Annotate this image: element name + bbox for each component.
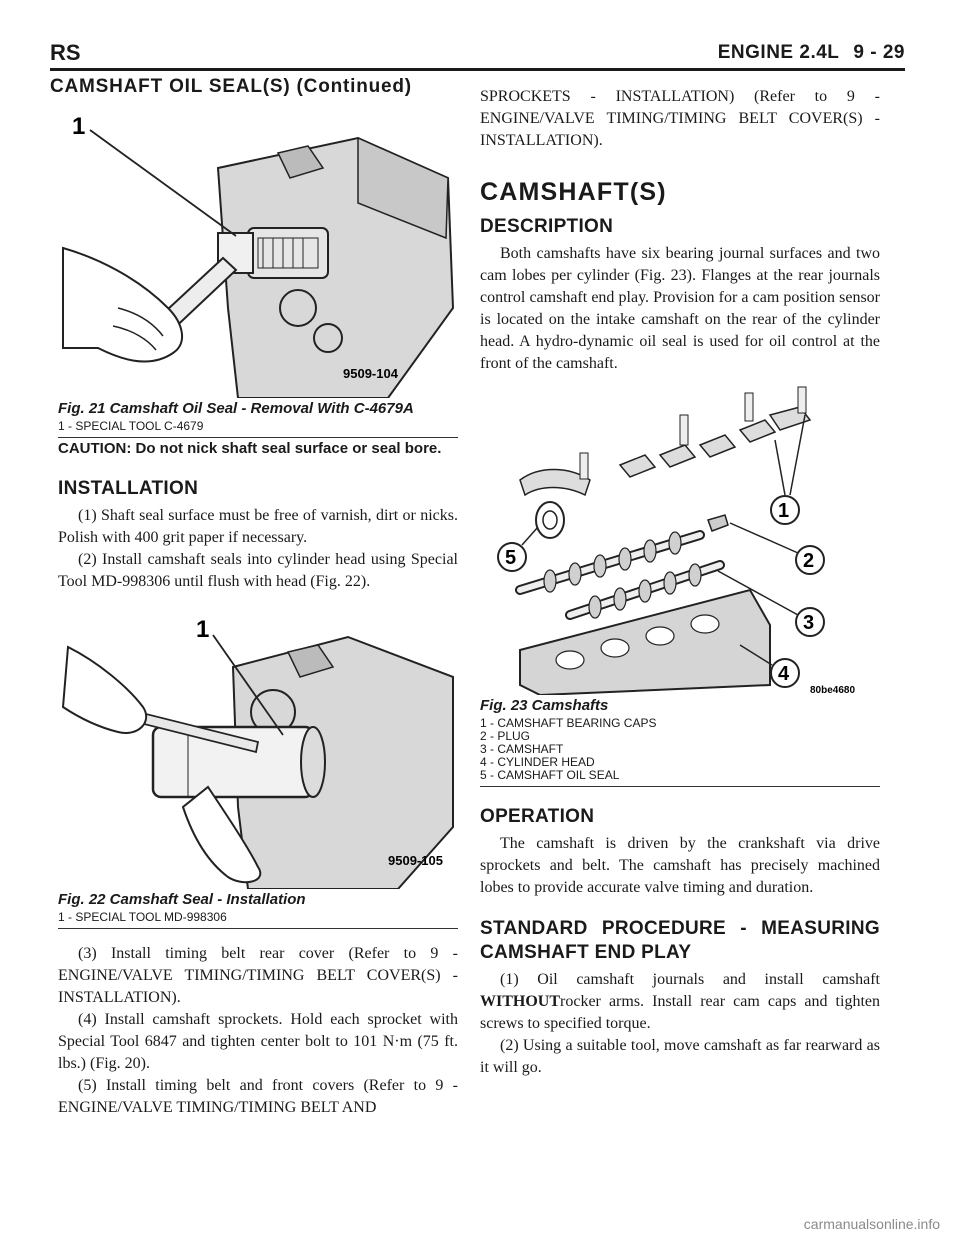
fig23-legend-item: 2 - PLUG [480,729,531,743]
fig23-callout-5: 5 [505,547,517,569]
installation-step-1: (1) Shaft seal surface must be free of varnish, dirt or nicks. Polish with 400 grit paper if necessary. [58,507,458,546]
operation-heading: OPERATION [480,806,595,827]
fig21-callout: 1 [72,113,86,140]
description-heading: DESCRIPTION [480,216,614,237]
fig23-callout-4: 4 [778,663,790,685]
fig23-callout-3: 3 [803,612,815,634]
figure-23 [480,385,880,787]
fig21-code: 9509-104 [343,366,398,381]
fig23-code: 80be4680 [810,685,856,695]
end-play-step-2: (2) Using a suitable tool, move camshaft as far rearward as it will go. [480,1037,880,1076]
description-text: Both camshafts have six bearing journal surfaces and two cam lobes per cylinder (Fig. 23). Flanges at the rear journals control camshaft end play. Provision for a cam position sensor is located on the intake camshaft on the rear of the cylinder head. A hydro-dynamic oil seal is used for oil control at the front of the camshaft. [480,245,880,372]
fig22-title: Fig. 22 Camshaft Seal - Installation [58,891,306,908]
fig22-legend [58,911,458,928]
header-section-code: RS [50,40,81,65]
fig23-legend-item: 4 - CYLINDER HEAD [480,755,595,769]
header-title [704,42,905,64]
caution-note: CAUTION: Do not nick shaft seal surface or seal bore. [58,440,442,457]
installation-continued: SPROCKETS - INSTALLATION) (Refer to 9 - ENGINE/VALVE TIMING/TIMING BELT COVER(S) - INSTALLATION). [480,88,880,149]
right-column [480,86,880,1079]
camshafts-heading: CAMSHAFT(S) [480,178,667,206]
fig23-legend-item: 3 - CAMSHAFT [480,742,564,756]
installation-step-2: (2) Install camshaft seals into cylinder head using Special Tool MD-998306 until flush with head (Fig. 22). [58,551,458,590]
end-play-heading: STANDARD PROCEDURE - MEASURING CAMSHAFT END PLAY [480,918,880,963]
fig22-code: 9509-105 [388,853,443,868]
fig23-callout-1: 1 [778,500,790,522]
header-rule [50,68,905,71]
fig23-illustration [480,385,880,695]
header-engine: ENGINE 2.4L [717,42,840,63]
fig23-callout-2: 2 [803,550,815,572]
fig22-illustration [58,607,458,889]
fig21-title: Fig. 21 Camshaft Oil Seal - Removal With C-4679A [58,400,414,417]
section-continued-title: CAMSHAFT OIL SEAL(S) (Continued) [50,76,412,97]
fig21-illustration [58,108,458,398]
fig21-legend [58,420,458,437]
figure-22 [58,607,458,929]
fig22-legend-item: 1 - SPECIAL TOOL MD-998306 [58,910,227,924]
installation-heading: INSTALLATION [58,478,199,499]
fig23-legend-item: 5 - CAMSHAFT OIL SEAL [480,768,620,782]
figure-21 [58,108,458,438]
fig23-legend-item: 1 - CAMSHAFT BEARING CAPS [480,716,657,730]
without-emphasis: WITHOUT [480,993,561,1010]
operation-text: The camshaft is driven by the crankshaft via drive sprockets and belt. The camshaft has precisely machined lobes to provide accurate valve timing and duration. [480,835,880,896]
end-play-step-1: (1) Oil camshaft journals and install camshaft WITHOUTrocker arms. Install rear cam caps and tighten screws to specified torque. [480,971,880,1032]
page-number: 9 - 29 [853,42,905,63]
installation-step-5: (5) Install timing belt and front covers (Refer to 9 - ENGINE/VALVE TIMING/TIMING BELT AND [58,1077,458,1116]
fig22-callout: 1 [196,616,210,643]
left-column [58,108,458,1119]
installation-step-3: (3) Install timing belt rear cover (Refer to 9 - ENGINE/VALVE TIMING/TIMING BELT COVER(S) - INSTALLATION). [58,945,458,1006]
watermark: carmanualsonline.info [803,1216,940,1232]
installation-step-4: (4) Install camshaft sprockets. Hold each sprocket with Special Tool 6847 and tighten center bolt to 101 N·m (75 ft. lbs.) (Fig. 20). [58,1011,458,1072]
fig23-title: Fig. 23 Camshafts [480,697,609,714]
fig21-legend-item: 1 - SPECIAL TOOL C-4679 [58,419,204,433]
fig23-legend [480,717,880,786]
